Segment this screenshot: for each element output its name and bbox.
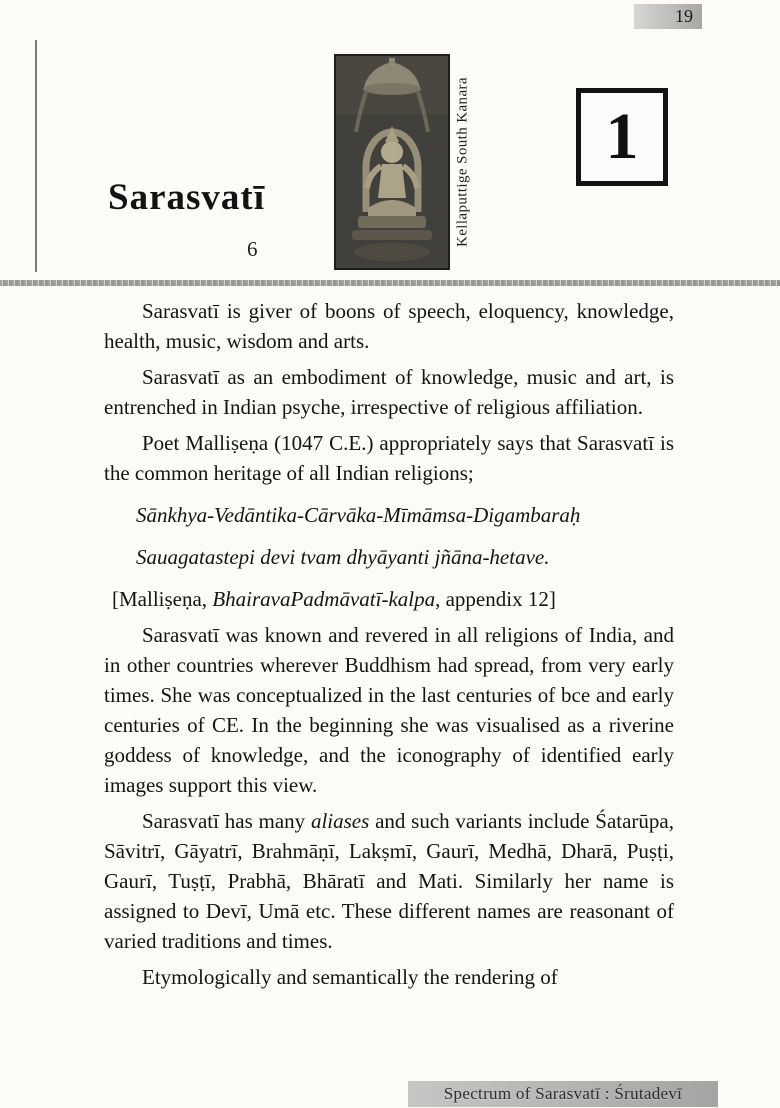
scan-artifact-line — [35, 40, 37, 272]
body-text — [104, 296, 674, 998]
chapter-title: Sarasvatī — [108, 177, 265, 218]
figure-caption: Kellaputtige South Kanara — [454, 77, 471, 247]
sarasvati-statue-figure — [334, 54, 450, 270]
verse-line: Sauagatastepi devi tvam dhyāyanti jñāna-hetave. — [136, 545, 550, 569]
paragraph: Sarasvatī as an embodiment of knowledge, music and art, is entrenched in Indian psyche, irrespective of religious affiliation. — [104, 365, 674, 419]
paragraph: Etymologically and semantically the rendering of — [142, 965, 558, 989]
sarasvati-statue-image — [336, 56, 448, 268]
running-footer: Spectrum of Sarasvatī : Śrutadevī — [408, 1081, 718, 1107]
paragraph: Poet Malliṣeṇa (1047 C.E.) appropriately says that Sarasvatī is the common heritage of all Indian religions; — [104, 431, 674, 485]
page-number-badge: 19 — [634, 4, 702, 29]
chapter-number: 1 — [605, 100, 639, 173]
paragraph: Sarasvatī has many aliases and such variants include Śatarūpa, Sāvitrī, Gāyatrī, Brahmāṇī, Lakṣmī, Gaurī, Medhā, Dharā, Puṣṭi, Gaurī, Tuṣṭī, Prabhā, Bhāratī and Mati. Similarly her name is assigned to Devī, Umā etc. These different names are reasonant of varied traditions and times. — [104, 809, 674, 953]
reference-line: [Malliṣeṇa, BhairavaPadmāvatī-kalpa, appendix 12] — [112, 587, 556, 611]
chapter-number-box — [576, 88, 668, 186]
verse-line: Sānkhya-Vedāntika-Cārvāka-Mīmāmsa-Digambaraḥ — [136, 503, 581, 527]
figure-number: 6 — [247, 237, 258, 261]
paragraph: Sarasvatī is giver of boons of speech, eloquency, knowledge, health, music, wisdom and arts. — [104, 299, 674, 353]
paragraph: Sarasvatī was known and revered in all religions of India, and in other countries wherever Buddhism had spread, from very early times. She was conceptualized in the last centuries of bce and early centuries of CE. In the beginning she was visualised as a riverine goddess of knowledge, and the iconography of identified early images support this view. — [104, 623, 674, 797]
decorative-rule — [0, 280, 780, 286]
